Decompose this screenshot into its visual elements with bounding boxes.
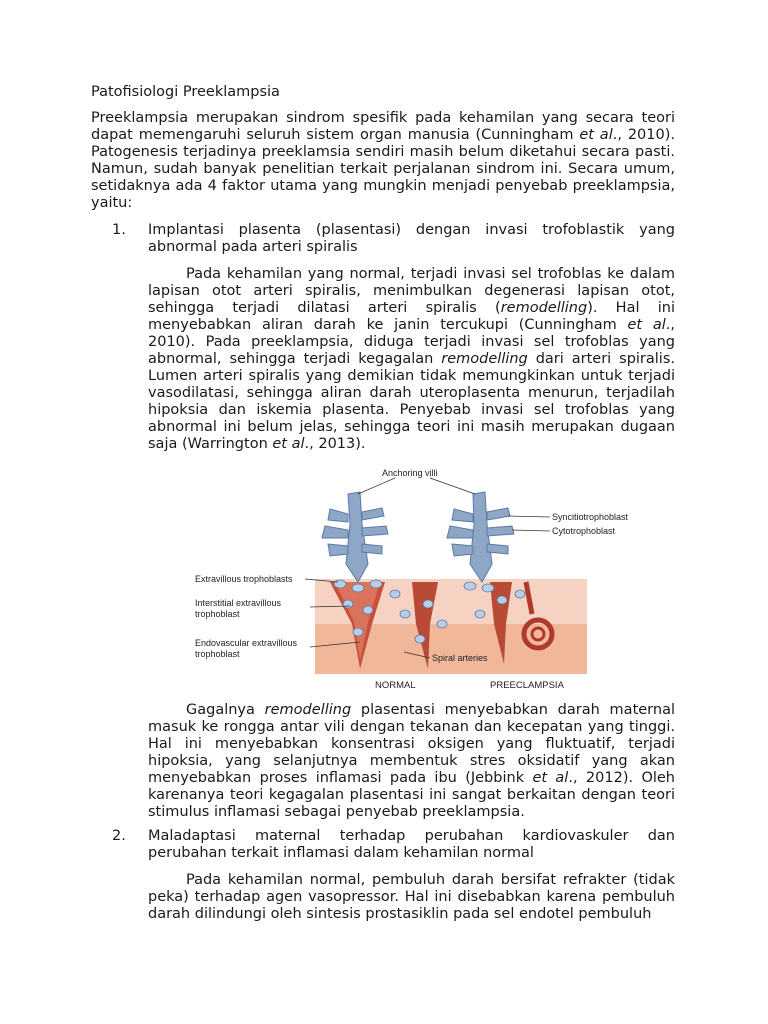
paragraph-failed-remodelling xyxy=(148,702,675,821)
text-run: plasentasi menyebabkan darah maternal masuk ke rongga antar vili dengan tekanan dan kecepatan yang tinggi. Hal ini menyebabkan konsentrasi oksigen yang fluktuatif, terjadi hipoksia, yang selanjutnya membentuk stres oksidatif yang akan menyebabkan proses inflamasi pada ibu (Jebbink xyxy=(148,702,675,786)
text-run: ., 2010). Pada preeklampsia, diduga terjadi invasi sel trofoblas yang abnormal, sehingga terjadi kegagalan xyxy=(148,317,675,367)
italic-run: et al xyxy=(579,127,613,143)
label-interstitial-line1: Interstitial extravillous xyxy=(195,598,282,608)
text-run: ., 2012). Oleh karenanya teori kegagalan plasentasi ini sangat berkaitan dengan teori stimulus inflamasi sebagai penyebab preeklampsia. xyxy=(148,770,675,820)
label-interstitial-line2: trophoblast xyxy=(195,609,240,619)
paragraph-normal-pregnancy xyxy=(148,266,675,453)
italic-run: remodelling xyxy=(264,702,352,718)
italic-run: et al xyxy=(627,317,666,333)
text-run: ., 2010). Patogenesis terjadinya preeklamsia sendiri masih belum diketahui secara pasti. Namun, sudah banyak penelitian terkait perjalanan sindrom ini. Secara umum, setidaknya ada 4 faktor utama yang mungkin menjadi penyebab preeklampsia, yaitu: xyxy=(91,127,675,211)
intro-paragraph xyxy=(91,110,675,212)
text-run: Pada kehamilan yang normal, terjadi invasi sel trofoblas ke dalam lapisan otot arteri spiralis, menimbulkan degenerasi lapisan otot, sehingga terjadi dilatasi arteri spiralis ( xyxy=(148,266,675,316)
italic-run: et al xyxy=(532,770,569,786)
villi-normal xyxy=(322,492,388,582)
label-syncitiotrophoblast: Syncitiotrophoblast xyxy=(552,512,629,522)
text-run: Gagalnya xyxy=(186,702,265,718)
text-run: dari arteri spiralis. Lumen arteri spiralis yang demikian tidak memungkinkan untuk terjadi vasodilatasi, sehingga aliran darah uteroplasenta menurun, terjadilah hipoksia dan iskemia plasenta. Penyebab invasi sel trofoblas yang abnormal ini belum jelas, sehingga teori ini masih merupakan dugaan saja (Warrington xyxy=(148,351,675,452)
text-run: ., 2013). xyxy=(304,436,366,452)
italic-run: remodelling xyxy=(441,351,528,367)
label-endovascular-line2: trophoblast xyxy=(195,649,240,659)
list-number: 2. xyxy=(112,828,126,844)
italic-run: et al xyxy=(272,436,305,452)
label-cytotrophoblast: Cytotrophoblast xyxy=(552,526,616,536)
text-run: Pada kehamilan normal, pembuluh darah bersifat refrakter (tidak peka) terhadap agen vasopressor. Hal ini disebabkan karena pembuluh darah dilindungi oleh sintesis prostasiklin pada sel endotel pembuluh xyxy=(148,872,675,922)
list-item-text: Maladaptasi maternal terhadap perubahan kardiovaskuler dan perubahan terkait inflamasi dalam kehamilan normal xyxy=(148,828,675,861)
label-normal: NORMAL xyxy=(375,680,416,691)
villi-preeclampsia xyxy=(447,492,514,582)
list-item-text: Implantasi plasenta (plasentasi) dengan invasi trofoblastik yang abnormal pada arteri spiralis xyxy=(148,222,675,255)
placentation-diagram xyxy=(190,464,629,694)
placentation-illustration xyxy=(190,464,629,694)
label-preeclampsia: PREECLAMPSIA xyxy=(490,680,564,691)
label-extravillous-trophoblasts: Extravillous trophoblasts xyxy=(195,574,293,584)
label-anchoring-villi: Anchoring villi xyxy=(382,468,438,478)
text-run: Preeklampsia merupakan sindrom spesifik pada kehamilan yang secara teori dapat memengaruhi seluruh sistem organ manusia (Cunningham xyxy=(91,110,675,143)
label-spiral-arteries: Spiral arteries xyxy=(432,653,488,663)
document-title: Patofisiologi Preeklampsia xyxy=(91,84,280,100)
italic-run: remodelling xyxy=(500,300,588,316)
list-number: 1. xyxy=(112,222,126,238)
label-endovascular-line1: Endovascular extravillous xyxy=(195,638,298,648)
text-run: ). Hal ini menyebabkan aliran darah ke janin tercukupi (Cunningham xyxy=(148,300,675,333)
paragraph-maternal-maladaptation xyxy=(148,872,675,923)
